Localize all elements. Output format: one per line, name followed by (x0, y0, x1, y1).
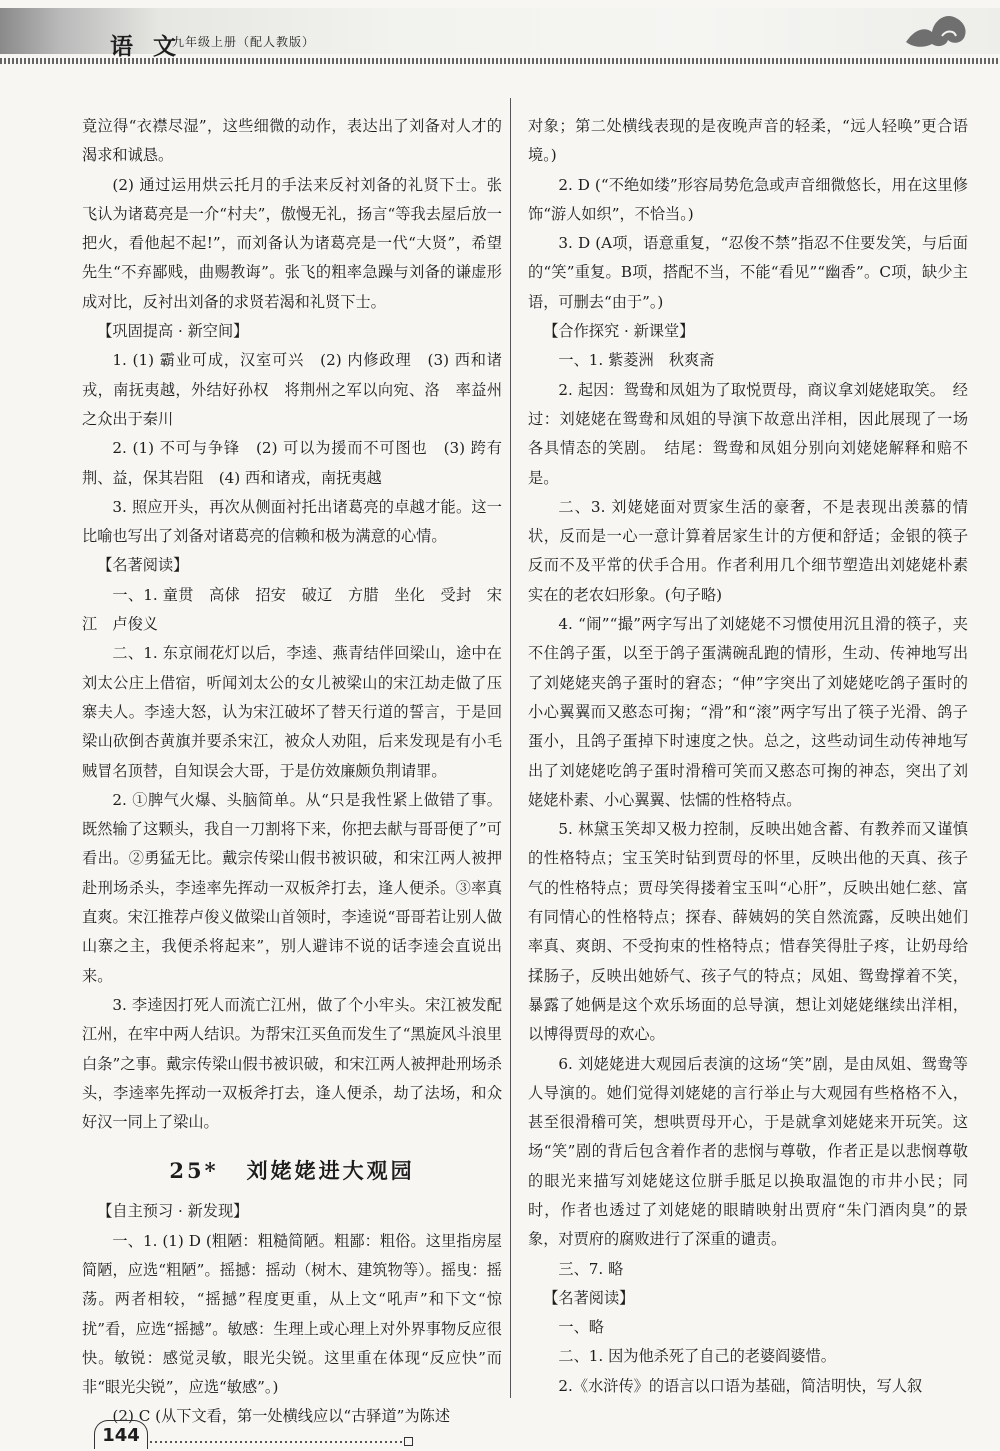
answer-paragraph: 3. 李逵因打死人而流亡江州，做了个小牢头。宋江被发配江州，在牢中两人结识。为帮宋江买鱼而发生了“黑旋风斗浪里白条”之事。戴宗传梁山假书被识破，和宋江两人被押赴刑场杀头，李逵率先挥动一双板斧打去，逢人便杀，劫了法场，和众好汉一同上了梁山。 (82, 995, 502, 1132)
subject-title: 语 文 (110, 33, 183, 60)
answer-paragraph: 竟泣得“衣襟尽湿”，这些细微的动作，表达出了刘备对人才的渴求和诚恳。 (82, 117, 502, 165)
answer-paragraph: 2.《水浒传》的语言以口语为基础，简洁明快，写人叙 (558, 1376, 923, 1395)
answer-paragraph: 3. D (A项，语意重复，“忍俊不禁”指忍不住要发笑，与后面的“笑”重复。B项，搭配不当，不能“看见”“幽香”。C项，缺少主语，可删去“由于”。) (528, 234, 968, 311)
lesson-name: 刘姥姥进大观园 (246, 1158, 415, 1184)
answer-paragraph: 2. 起因：鸳鸯和凤姐为了取悦贾母，商议拿刘姥姥取笑。 经过：刘姥姥在鸳鸯和凤姐的导演下故意出洋相，因此展现了一场各具情态的笑剧。 结尾：鸳鸯和凤姐分别向刘姥姥解释和赔不是。 (528, 380, 968, 487)
section-heading: 【合作探究 · 新课堂】 (543, 322, 695, 341)
footer-square-icon (404, 1437, 413, 1446)
answer-paragraph: 二、1. 因为他杀死了自己的老婆阎婆惜。 (558, 1347, 836, 1366)
answer-paragraph: (2) C (从下文看，第一处横线应以“古驿道”为陈述 (112, 1407, 451, 1426)
answer-paragraph: 对象；第二处横线表现的是夜晚声音的轻柔，“远人轻唤”更合语境。) (528, 117, 968, 165)
section-heading: 【巩固提高 · 新空间】 (97, 322, 249, 341)
answer-paragraph: 2. (1) 不可与争锋 (2) 可以为援而不可图也 (3) 跨有荆、益，保其岩阻 (4) 西和诸戎，南抚夷越 (82, 439, 502, 487)
answer-paragraph: 3. 照应开头，再次从侧面衬托出诸葛亮的卓越才能。这一比喻也写出了刘备对诸葛亮的信赖和极为满意的心情。 (82, 497, 502, 546)
answer-paragraph: 1. (1) 霸业可成，汉室可兴 (2) 内修政理 (3) 西和诸戎，南抚夷越，外结好孙权 将荆州之军以向宛、洛 率益州之众出于秦川 (82, 351, 502, 428)
column-divider (510, 98, 511, 1398)
answer-paragraph: 三、7. 略 (558, 1259, 624, 1278)
lesson-title (82, 1155, 502, 1187)
answer-paragraph: 4. “闹”“撮”两字写出了刘姥姥不习惯使用沉且滑的筷子，夹不住鸽子蛋，以至于鸽子蛋满碗乱跑的情形，生动、传神地写出了刘姥姥夹鸽子蛋时的窘态；“伸”字突出了刘姥姥吃鸽子蛋时的小心翼翼而又憨态可掬；“滑”和“滚”两字写出了筷子光滑、鸽子蛋小，且鸽子蛋掉下时速度之快。总之，这些动词生动传神地写出了刘姥姥吃鸽子蛋时滑稽可笑而又憨态可掬的神态，突出了刘姥姥朴素、小心翼翼、怯懦的性格特点。 (528, 615, 968, 809)
page-footer (0, 1412, 1000, 1451)
left-column (82, 112, 502, 1432)
answer-paragraph: 2. ①脾气火爆、头脑简单。从“只是我性紧上做错了事。既然输了这颗头，我自一刀割将下来，你把去献与哥哥便了”可看出。②勇猛无比。戴宗传梁山假书被识破，和宋江两人被押赴刑场杀头，李逵率先挥动一双板斧打去，逢人便杀。③率真直爽。宋江推荐卢俊义做梁山首领时，李逵说“哥哥若让别人做山寨之主，我便杀将起来”，别人避讳不说的话李逵会直说出来。 (82, 790, 502, 985)
grade-label: 九年级上册（配人教版） (172, 35, 316, 49)
answer-paragraph: 2. D (“不绝如缕”形容局势危急或声音细微悠长，用在这里修饰“游人如织”，不恰当。) (528, 175, 968, 223)
answer-paragraph: 二、1. 东京闹花灯以后，李逵、燕青结伴回梁山，途中在刘太公庄上借宿，听闻刘太公的女儿被梁山的宋江劫走做了压寨夫人。李逵大怒，认为宋江破坏了替天行道的誓言，于是回梁山砍倒杏黄旗并要杀宋江，被众人劝阻，后来发现是有小毛贼冒名顶替，自知误会大哥，于是仿效廉颇负荆请罪。 (82, 644, 502, 780)
answer-paragraph: 二、3. 刘姥姥面对贾家生活的豪奢，不是表现出羡慕的情状，反而是一心一意计算着居家生计的方便和舒适；金银的筷子反而不及平常的伏手合用。作者利用几个细节塑造出刘姥姥朴素实在的老农妇形象。(句子略) (528, 497, 968, 604)
cloud-ornament-icon (902, 6, 972, 52)
answer-paragraph: 5. 林黛玉笑却又极力控制，反映出她含蓄、有教养而又谨慎的性格特点；宝玉笑时钻到贾母的怀里，反映出他的天真、孩子气的性格特点；贾母笑得搂着宝玉叫“心肝”，反映出她仁慈、富有同情心的性格特点；探春、薛姨妈的笑自然流露，反映出她们率真、爽朗、不受拘束的性格特点；惜春笑得肚子疼，让奶母给揉肠子，反映出她娇气、孩子气的特点；凤姐、鸳鸯撑着不笑，暴露了她俩是这个欢乐场面的总导演，想让刘姥姥继续出洋相，以博得贾母的欢心。 (528, 820, 968, 1044)
answer-paragraph: (2) 通过运用烘云托月的手法来反衬刘备的礼贤下士。张飞认为诸葛亮是一介“村夫”，傲慢无礼，扬言“等我去屋后放一把火，看他起不起!”，而刘备认为诸葛亮是一代“大贤”，希望先生“不弃鄙贱，曲赐教诲”。张飞的粗率急躁与刘备的谦虚形成对比，反衬出刘备的求贤若渴和礼贤下士。 (82, 175, 502, 311)
page-header (0, 0, 1000, 72)
answer-paragraph: 一、1. 紫菱洲 秋爽斋 (558, 351, 715, 370)
section-heading: 【自主预习 · 新发现】 (97, 1202, 249, 1221)
footer-dotted-line (150, 1441, 402, 1443)
page-number: 144 (94, 1420, 148, 1449)
right-column (528, 112, 968, 1401)
answer-paragraph: 一、略 (558, 1318, 604, 1337)
section-heading: 【名著阅读】 (97, 556, 189, 575)
answer-paragraph: 一、1. 童贯 高俅 招安 破辽 方腊 坐化 受封 宋江 卢俊义 (82, 585, 502, 634)
answer-paragraph: 一、1. (1) D (粗陋：粗糙简陋。粗鄙：粗俗。这里指房屋简陋，应选“粗陋”。摇撼：摇动（树木、建筑物等）。摇曳：摇荡。两者相较，“摇撼”程度更重，从上文“吼声”和下文“惊扰”看，应选“摇撼”。敏感：生理上或心理上对外界事物反应很快。敏锐：感觉灵敏，眼光尖锐。这里重在体现“反应快”而非“眼光尖锐”，应选“敏感”。) (82, 1231, 502, 1397)
lesson-number: 25* (169, 1158, 219, 1184)
answer-paragraph: 6. 刘姥姥进大观园后表演的这场“笑”剧，是由凤姐、鸳鸯等人导演的。她们觉得刘姥姥的言行举止与大观园有些格格不入，甚至很滑稽可笑，想哄贾母开心，于是就拿刘姥姥来开玩笑。这场“笑”剧的背后包含着作者的悲悯与尊敬，作者正是以悲悯尊敬的眼光来描写刘姥姥这位胼手胝足以换取温饱的市井小民；同时，作者也透过了刘姥姥的眼睛映射出贾府“朱门酒肉臭”的景象，对贾府的腐败进行了深重的谴责。 (528, 1054, 968, 1249)
section-heading: 【名著阅读】 (543, 1288, 635, 1307)
